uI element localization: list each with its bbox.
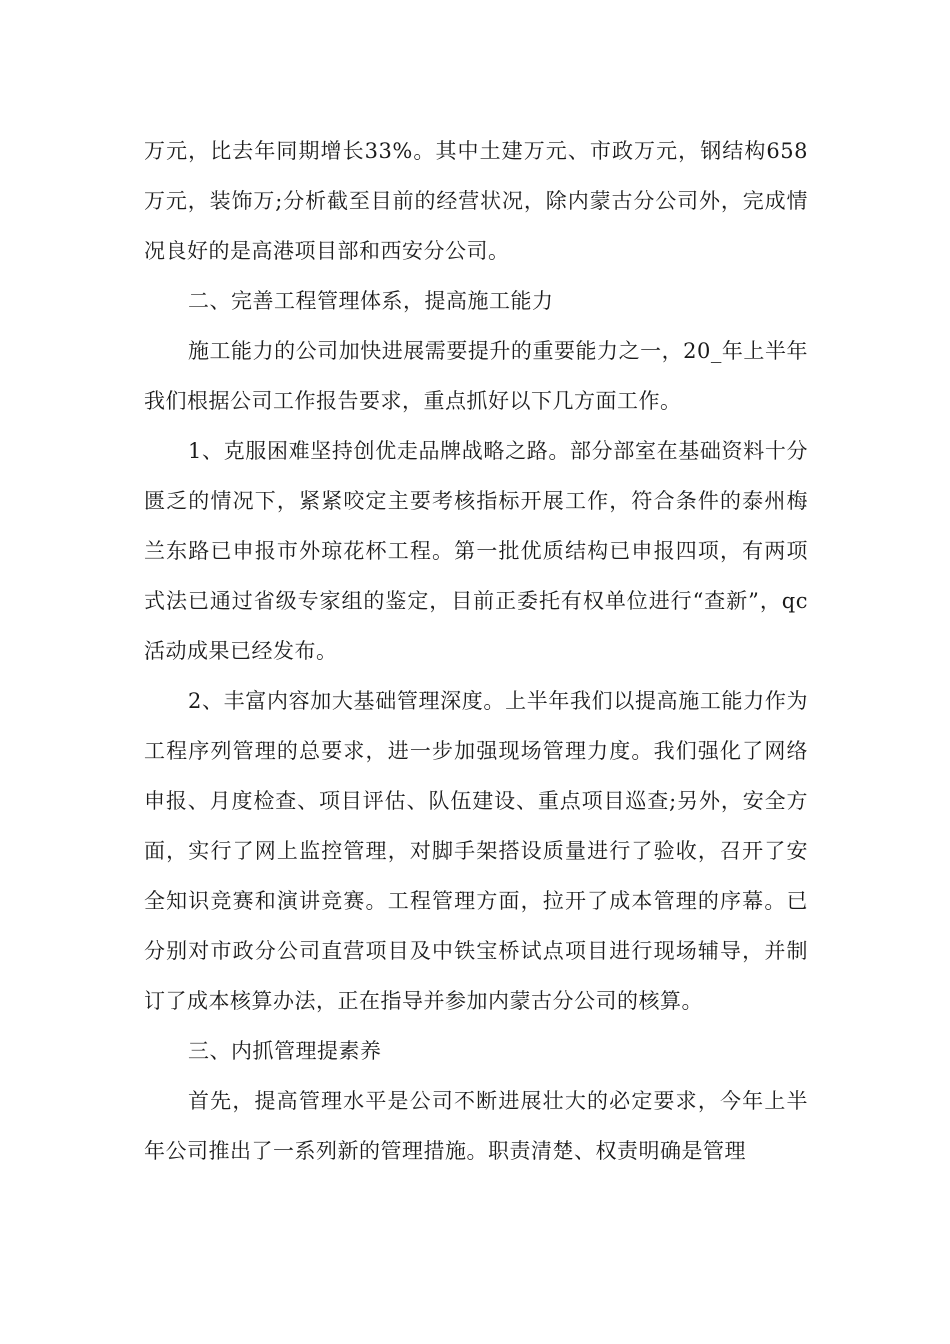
paragraph-3: 施工能力的公司加快进展需要提升的重要能力之一，20_年上半年我们根据公司工作报告要求，重点抓好以下几方面工作。	[144, 339, 808, 413]
section-heading-2: 二、完善工程管理体系，提高施工能力	[188, 289, 554, 313]
paragraph-4: 1、克服困难坚持创优走品牌战略之路。部分部室在基础资料十分匮乏的情况下，紧紧咬定主要考核指标开展工作，符合条件的泰州梅兰东路已申报市外琼花杯工程。第一批优质结构已申报四项，有两项式法已通过省级专家组的鉴定，目前正委托有权单位进行“查新”，qc活动成果已经发布。	[144, 439, 808, 663]
paragraph-1: 万元，比去年同期增长33%。其中土建万元、市政万元，钢结构658万元，装饰万;分析截至目前的经营状况，除内蒙古分公司外，完成情况良好的是高港项目部和西安分公司。	[144, 139, 808, 263]
paragraph-5: 2、丰富内容加大基础管理深度。上半年我们以提高施工能力作为工程序列管理的总要求，进一步加强现场管理力度。我们强化了网络申报、月度检查、项目评估、队伍建设、重点项目巡查;另外，安全方面，实行了网上监控管理，对脚手架搭设质量进行了验收，召开了安全知识竞赛和演讲竞赛。工程管理方面，拉开了成本管理的序幕。已分别对市政分公司直营项目及中铁宝桥试点项目进行现场辅导，并制订了成本核算办法，正在指导并参加内蒙古分公司的核算。	[144, 689, 808, 1013]
section-heading-3: 三、内抓管理提素养	[188, 1039, 382, 1063]
paragraph-7: 首先，提高管理水平是公司不断进展壮大的必定要求，今年上半年公司推出了一系列新的管理措施。职责清楚、权责明确是管理	[144, 1089, 808, 1163]
document-body	[144, 126, 808, 1176]
